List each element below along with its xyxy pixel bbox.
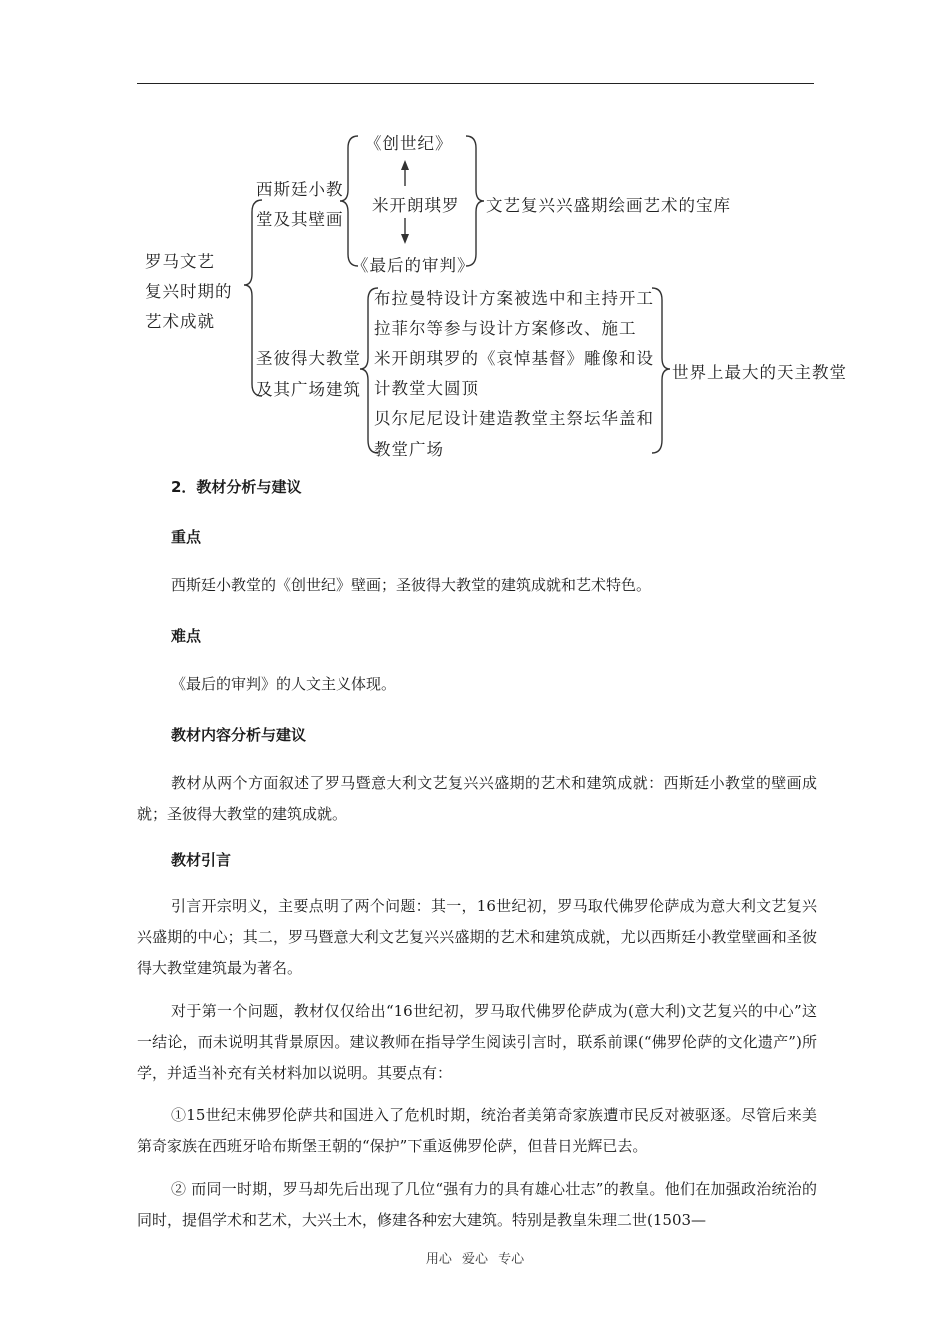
branch1-item-genesis: 《创世纪》 [365, 134, 453, 153]
branch2-item-1: 布拉曼特设计方案被选中和主持开工 [374, 289, 654, 308]
branch1-right-brace [466, 136, 484, 266]
intro-heading: 教材引言 [171, 851, 232, 869]
analysis-heading: 教材内容分析与建议 [171, 726, 307, 744]
branch2-item-4: 计教堂大圆顶 [374, 379, 479, 398]
point-one-paragraph: ①15世纪末佛罗伦萨共和国进入了危机时期，统治者美第奇家族遭市民反对被驱逐。尽管后来美第奇家族在西班牙哈布斯堡王朝的“保护”下重返佛罗伦萨，但昔日光辉已去。 [137, 1106, 817, 1155]
branch1-label-1: 西斯廷小教 [256, 180, 344, 199]
branch2-item-3: 米开朗琪罗的《哀悼基督》雕像和设 [374, 349, 654, 368]
branch1-label-2: 堂及其壁画 [256, 210, 344, 229]
branch2-label-2: 及其广场建筑 [256, 380, 361, 399]
analysis-text: 教材从两个方面叙述了罗马暨意大利文艺复兴兴盛期的艺术和建筑成就：西斯廷小教堂的壁画成就；圣彼得大教堂的建筑成就。 [137, 774, 817, 823]
difficulty-heading: 难点 [171, 627, 202, 645]
intro-text: 引言开宗明义，主要点明了两个问题：其一，16世纪初，罗马取代佛罗伦萨成为意大利文艺复兴兴盛期的中心；其二，罗马暨意大利文艺复兴兴盛期的艺术和建筑成就，尤以西斯廷小教堂壁画和圣彼得大教堂建筑最为著名。 [137, 897, 817, 977]
root-label-1: 罗马文艺 [145, 252, 215, 271]
page-footer: 用心 爱心 专心 [425, 1252, 525, 1267]
arrow-up-icon [401, 160, 409, 170]
branch2-item-6: 教堂广场 [374, 440, 444, 459]
branch2-label-1: 圣彼得大教堂 [256, 349, 361, 368]
diagram-braces [0, 0, 950, 470]
root-label-3: 艺术成就 [145, 312, 215, 331]
branch2-item-2: 拉菲尔等参与设计方案修改、施工 [374, 319, 637, 338]
difficulty-text: 《最后的审判》的人文主义体现。 [171, 675, 397, 693]
branch2-item-5: 贝尔尼尼设计建造教堂主祭坛华盖和 [374, 409, 654, 428]
section-title: 2．教材分析与建议 [171, 478, 302, 496]
branch2-result: 世界上最大的天主教堂 [672, 363, 847, 382]
key-point-text: 西斯廷小教堂的《创世纪》壁画；圣彼得大教堂的建筑成就和艺术特色。 [171, 576, 652, 594]
branch1-left-brace [340, 136, 358, 266]
branch1-item-michelangelo: 米开朗琪罗 [372, 196, 460, 215]
point-two-paragraph: ② 而同一时期，罗马却先后出现了几位“强有力的具有雄心壮志”的教皇。他们在加强政治统治的同时，提倡学术和艺术，大兴土木，修建各种宏大建筑。特别是教皇朱理二世(1503— [137, 1180, 817, 1229]
branch1-item-last-judgment: 《最后的审判》 [352, 256, 475, 275]
branch2-right-brace [652, 288, 670, 453]
arrow-down-icon [401, 234, 409, 244]
branch1-result: 文艺复兴兴盛期绘画艺术的宝库 [486, 196, 731, 215]
key-point-heading: 重点 [171, 528, 202, 546]
first-question-paragraph: 对于第一个问题，教材仅仅给出“16世纪初，罗马取代佛罗伦萨成为(意大利)文艺复兴的中心”这一结论，而未说明其背景原因。建议教师在指导学生阅读引言时，联系前课(“佛罗伦萨的文化遗产”)所学，并适当补充有关材料加以说明。其要点有： [137, 1002, 817, 1082]
concept-diagram [0, 0, 950, 470]
root-label-2: 复兴时期的 [145, 282, 233, 301]
